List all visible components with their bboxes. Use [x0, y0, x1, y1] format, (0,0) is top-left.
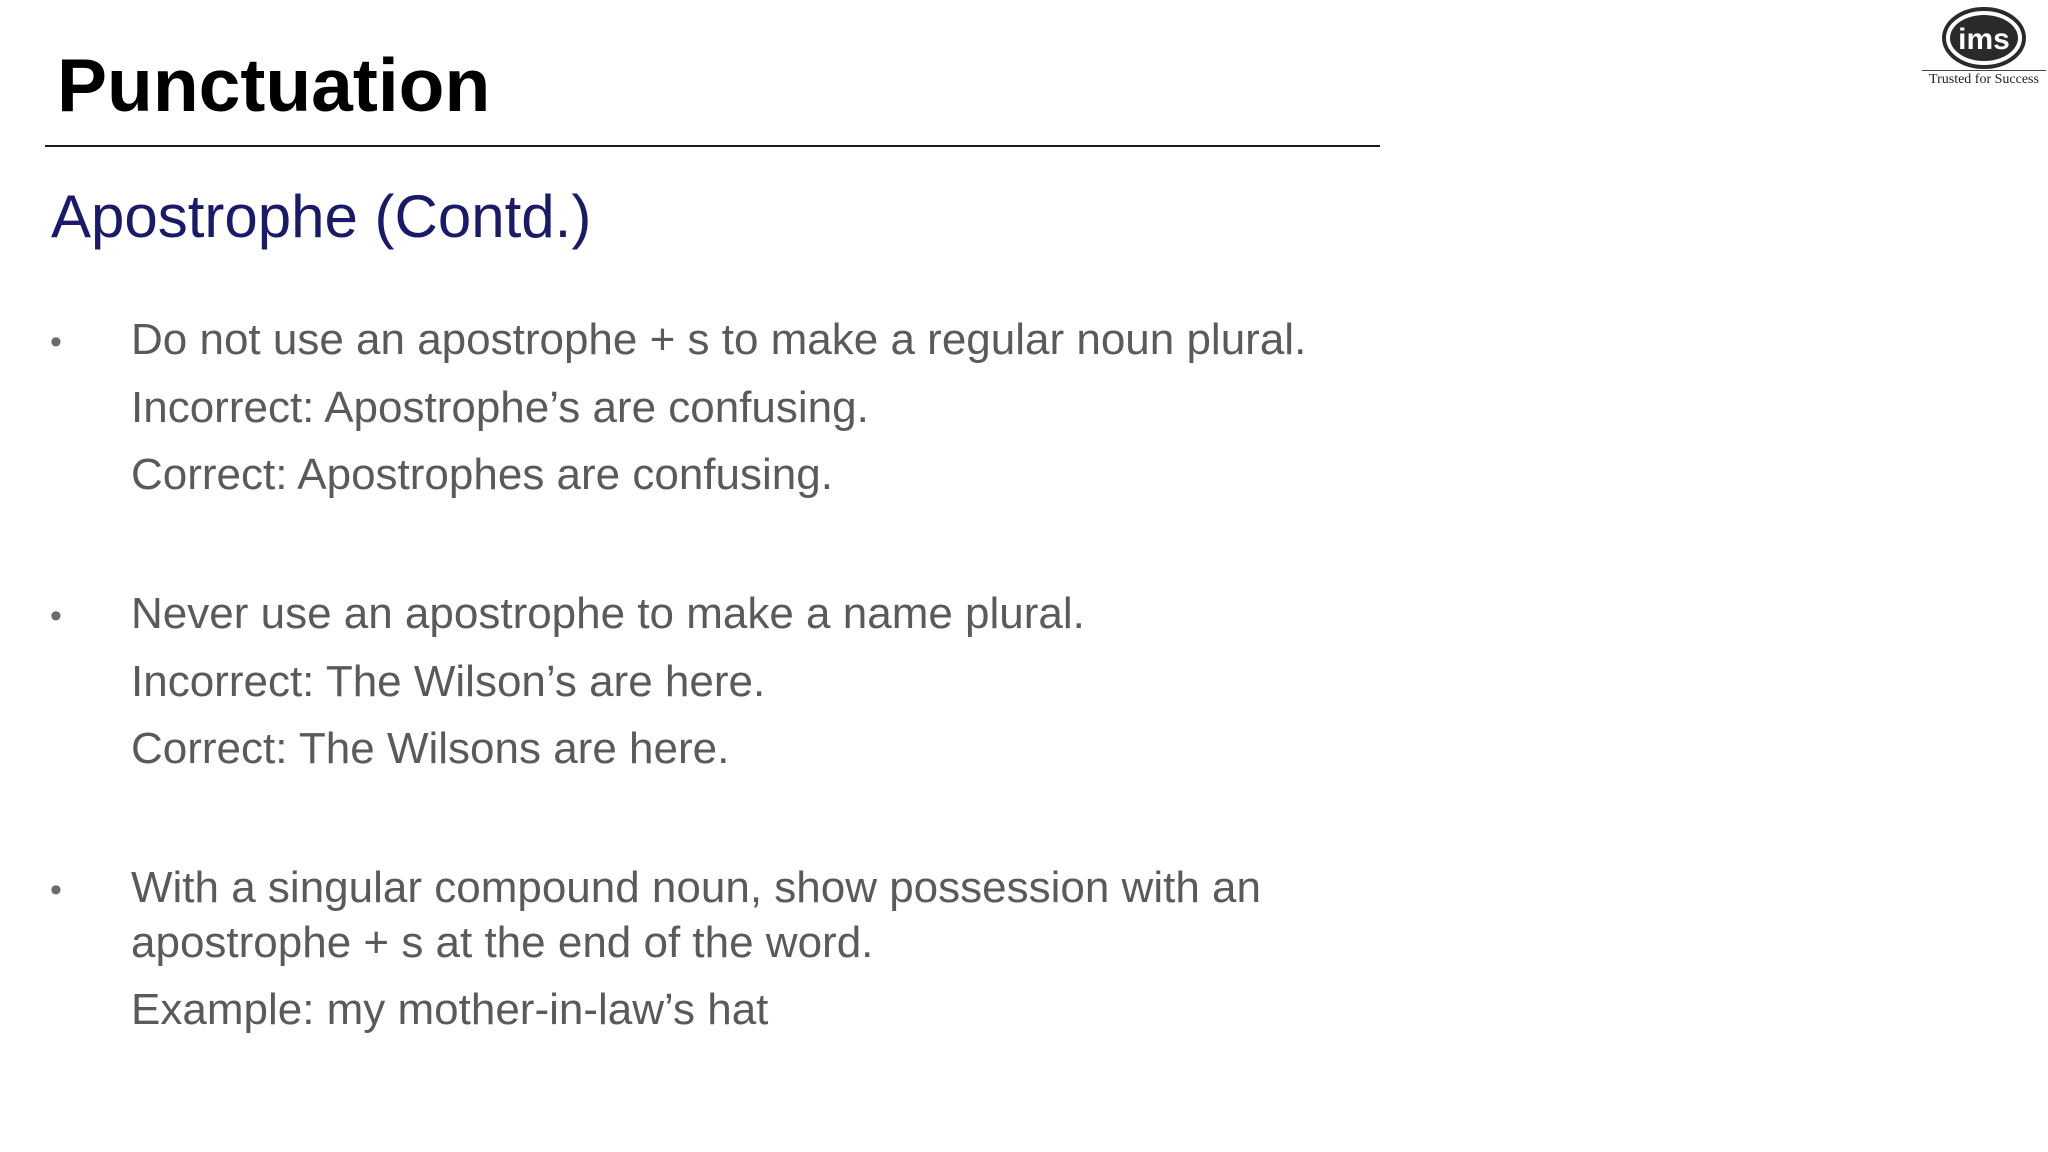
- bullet-line: With a singular compound noun, show possession with an: [131, 863, 1261, 912]
- title-divider: [45, 145, 1380, 147]
- bullet-line: Never use an apostrophe to make a name plural.: [131, 589, 1085, 638]
- section-subtitle: Apostrophe (Contd.): [51, 183, 592, 250]
- example-line: Incorrect: Apostrophe’s are confusing.: [131, 382, 869, 432]
- logo-mark-text: IMS: [1958, 23, 2010, 56]
- bullet-line: apostrophe + s at the end of the word.: [131, 917, 874, 967]
- example-line: Incorrect: The Wilson’s are here.: [131, 656, 766, 706]
- example-line: Correct: The Wilsons are here.: [131, 724, 730, 774]
- bullet-point: •: [50, 871, 62, 909]
- bullet-point: •: [50, 597, 62, 635]
- example-line: Example: my mother-in-law’s hat: [131, 985, 769, 1035]
- bullet-point: •: [50, 323, 62, 361]
- bullet-text: [131, 313, 1391, 503]
- bullet-line: Do not use an apostrophe + s to make a regular noun plural.: [131, 315, 1307, 364]
- bullet-text: [131, 861, 1391, 1038]
- page-title: Punctuation: [57, 43, 491, 127]
- logo-tagline: Trusted for Success: [1922, 70, 2046, 88]
- bullet-text: [131, 587, 1391, 777]
- example-line: Correct: Apostrophes are confusing.: [131, 450, 833, 500]
